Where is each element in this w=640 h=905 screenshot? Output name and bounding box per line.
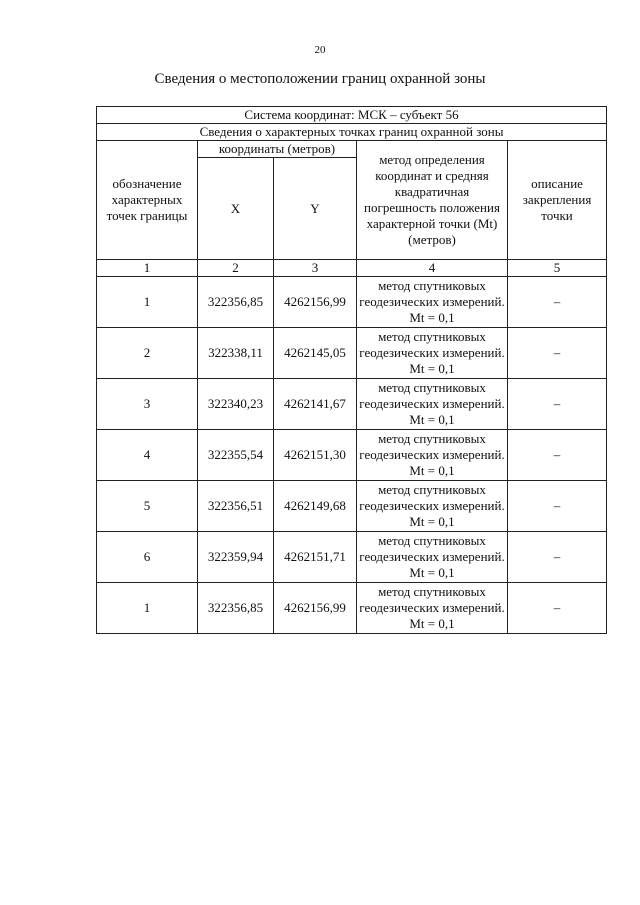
method-cell: метод спутниковых геодезических измерений. Mt = 0,1 [357,328,508,379]
description-cell: – [508,277,607,328]
method-cell: метод спутниковых геодезических измерений. Mt = 0,1 [357,379,508,430]
point-cell: 4 [97,430,198,481]
point-cell: 3 [97,379,198,430]
description-cell: – [508,328,607,379]
column-numbers-row [97,260,607,277]
header-coordinates: координаты (метров) [198,141,357,158]
y-cell: 4262151,71 [274,532,357,583]
description-cell: – [508,532,607,583]
point-cell: 5 [97,481,198,532]
table-row [97,430,607,481]
point-cell: 1 [97,277,198,328]
description-cell: – [508,583,607,634]
x-cell: 322356,51 [198,481,274,532]
table-row [97,379,607,430]
method-cell: метод спутниковых геодезических измерений. Mt = 0,1 [357,277,508,328]
x-cell: 322356,85 [198,583,274,634]
method-cell: метод спутниковых геодезических измерений. Mt = 0,1 [357,481,508,532]
header-description: описание закрепления точки [508,141,607,260]
points-info-cell: Сведения о характерных точках границ охранной зоны [97,124,607,141]
header-row [97,141,607,158]
table-row [97,481,607,532]
description-cell: – [508,430,607,481]
header-designation: обозначение характерных точек границы [97,141,198,260]
header-x: X [198,158,274,260]
method-cell: метод спутниковых геодезических измерений. Mt = 0,1 [357,583,508,634]
method-cell: метод спутниковых геодезических измерений. Mt = 0,1 [357,532,508,583]
x-cell: 322355,54 [198,430,274,481]
y-cell: 4262145,05 [274,328,357,379]
table-row [97,532,607,583]
boundary-points-table [96,106,607,634]
document-title: Сведения о местоположении границ охранной зоны [154,71,486,87]
points-info-row [97,124,607,141]
method-cell: метод спутниковых геодезических измерений. Mt = 0,1 [357,430,508,481]
y-cell: 4262156,99 [274,583,357,634]
description-cell: – [508,481,607,532]
column-number: 3 [274,260,357,277]
table-row [97,328,607,379]
header-method: метод определения координат и средняя квадратичная погрешность положения характерной точки (Mt) (метров) [357,141,508,260]
table-row [97,583,607,634]
y-cell: 4262151,30 [274,430,357,481]
x-cell: 322340,23 [198,379,274,430]
coordinate-system-cell: Система координат: МСК – субъект 56 [97,107,607,124]
x-cell: 322356,85 [198,277,274,328]
column-number: 2 [198,260,274,277]
point-cell: 1 [97,583,198,634]
x-cell: 322338,11 [198,328,274,379]
description-cell: – [508,379,607,430]
point-cell: 2 [97,328,198,379]
y-cell: 4262149,68 [274,481,357,532]
column-number: 1 [97,260,198,277]
x-cell: 322359,94 [198,532,274,583]
page-number: 20 [314,44,326,56]
y-cell: 4262141,67 [274,379,357,430]
header-y: Y [274,158,357,260]
point-cell: 6 [97,532,198,583]
y-cell: 4262156,99 [274,277,357,328]
table-row [97,277,607,328]
column-number: 5 [508,260,607,277]
column-number: 4 [357,260,508,277]
coordinate-system-row [97,107,607,124]
